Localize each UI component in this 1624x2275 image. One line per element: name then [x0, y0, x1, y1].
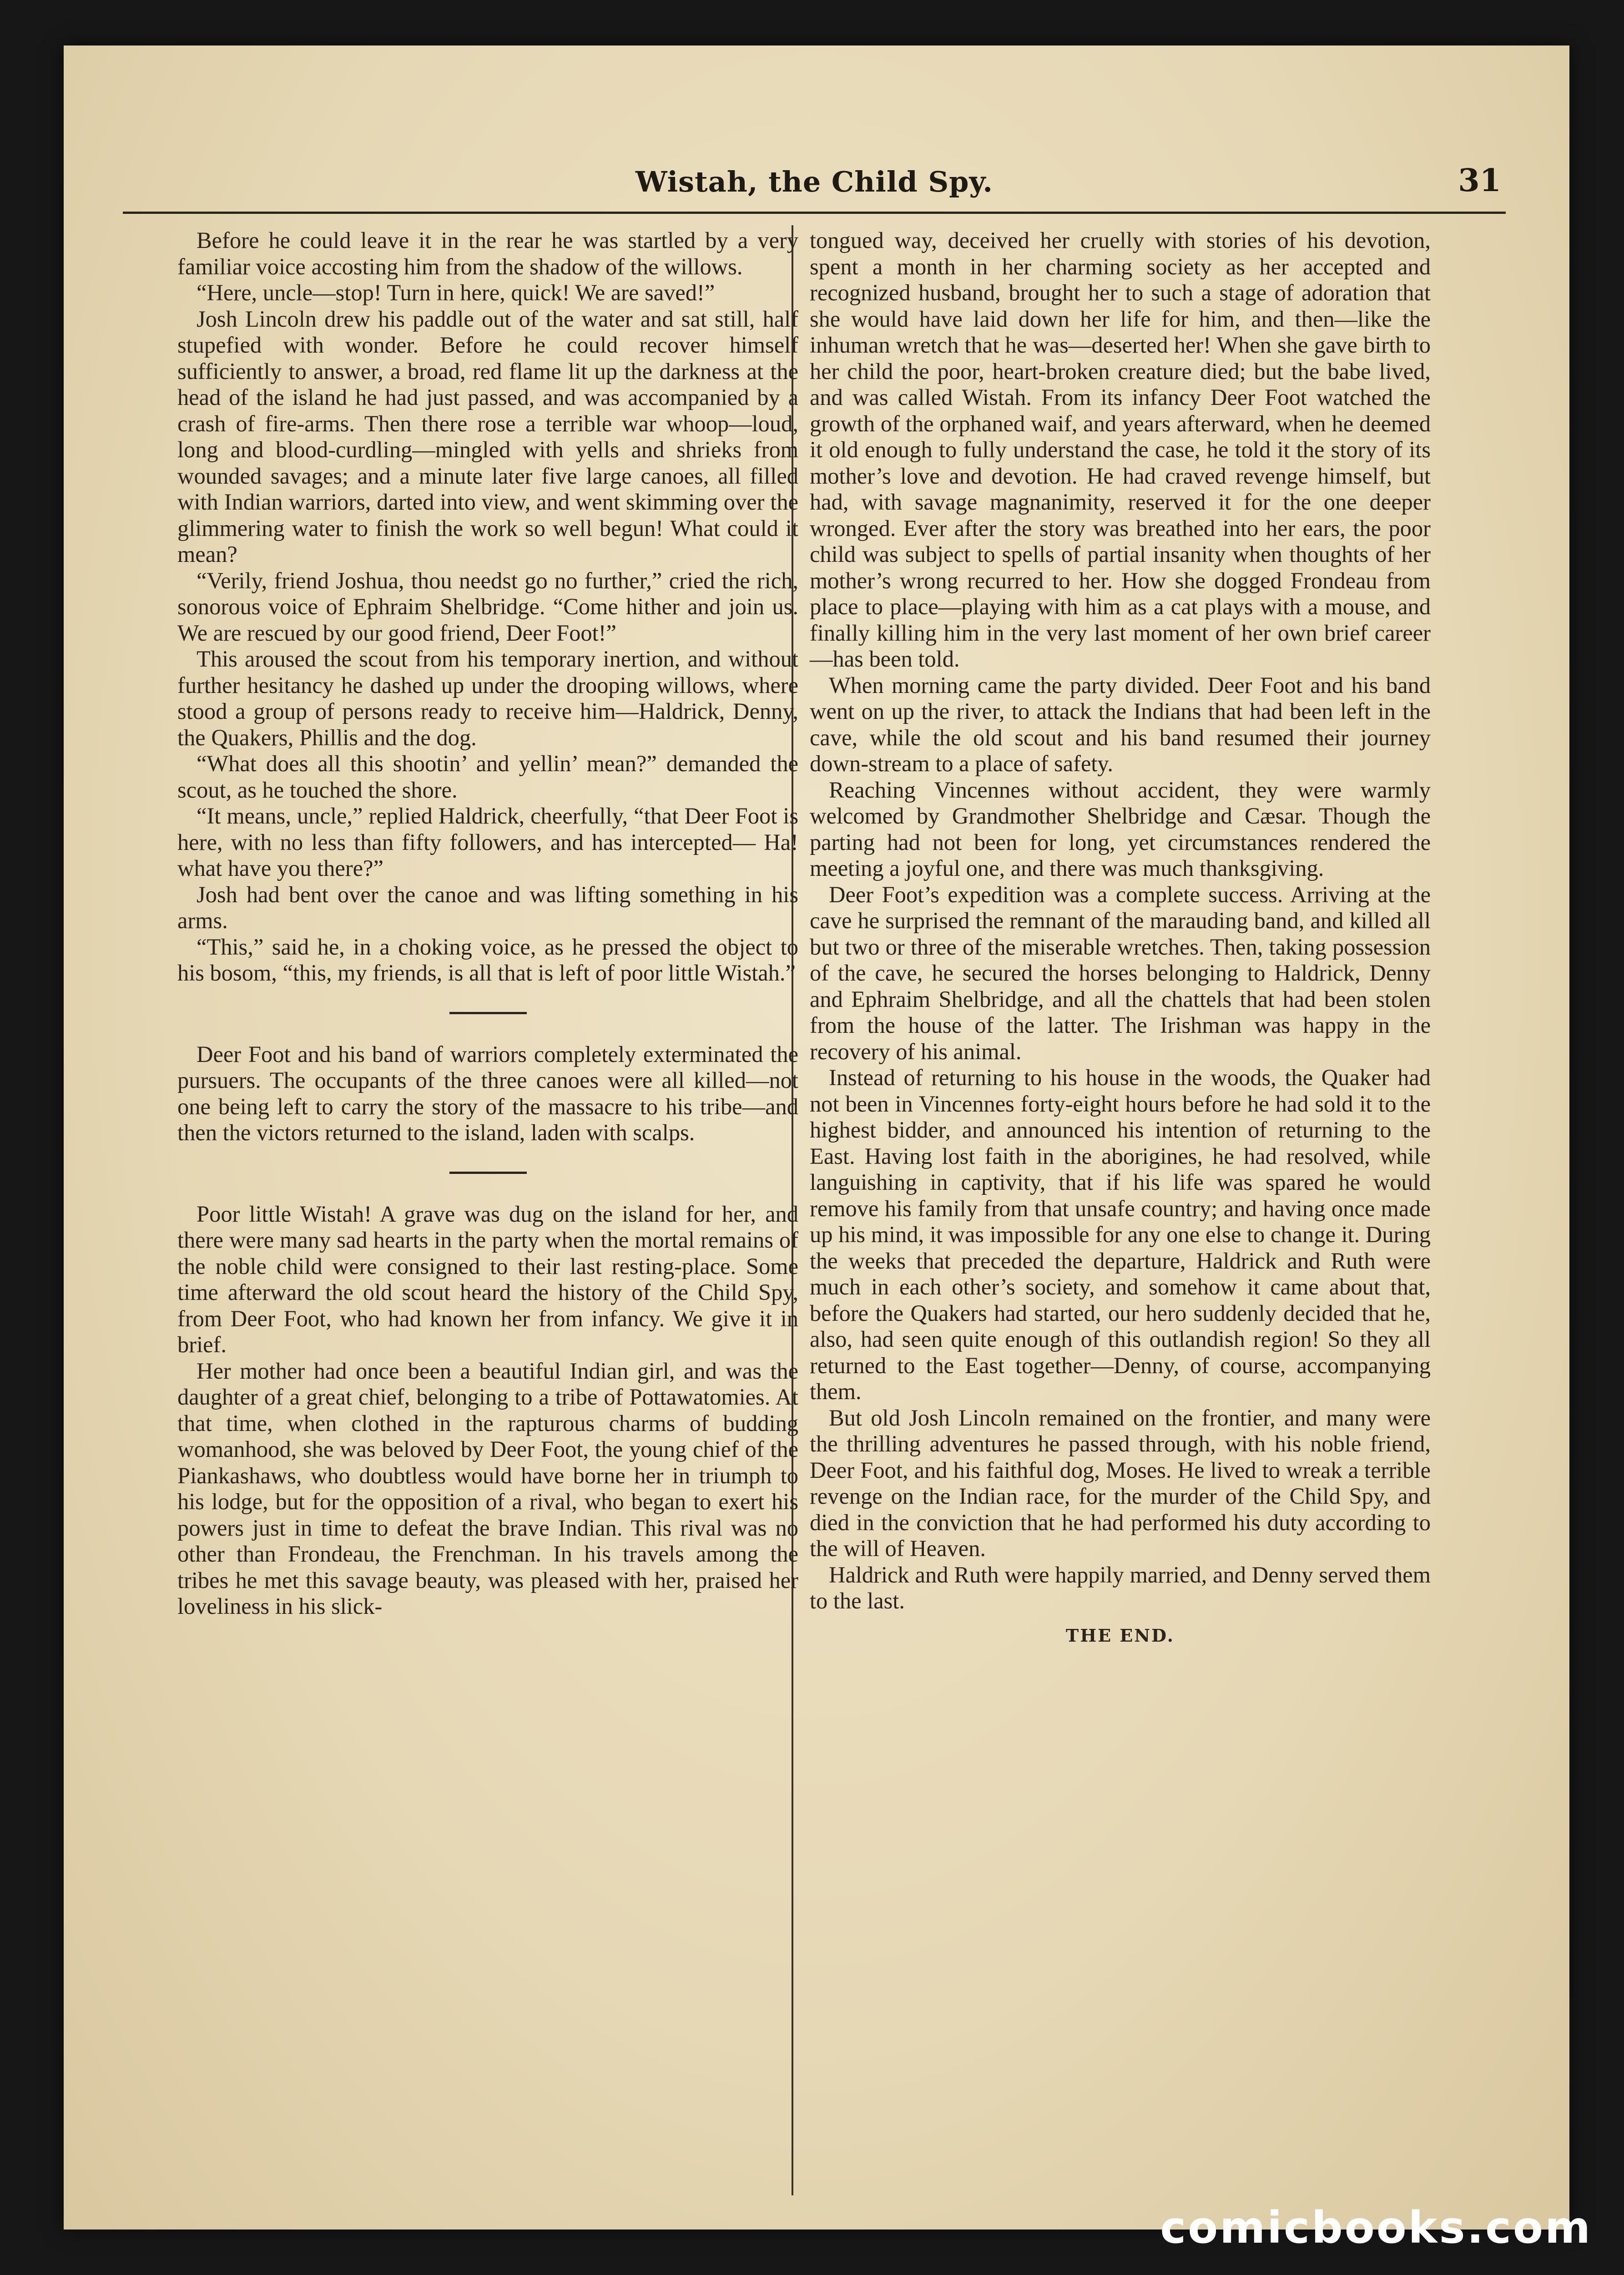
- paragraph: Josh Lincoln drew his paddle out of the water and sat still, half stupefied with wonder. Before he could recover himself sufficiently to answer, a broad, red flame lit up the darkness at the head of the island he had just passed, and was accompanied by a crash of fire-arms. Then there rose a terrible war whoop—loud, long and blood-curdling—mingled with yells and shrieks from wounded savages; and a minute later five large canoes, all filled with Indian warriors, darted into view, and went skimming over the glimmering water to finish the work so well begun! What could it mean?: [177, 306, 798, 567]
- paragraph: Her mother had once been a beautiful Indian girl, and was the daughter of a great chief, belonging to a tribe of Pottawatomies. At that time, when clothed in the rapturous charms of budding womanhood, she was beloved by Deer Foot, the young chief of the Piankashaws, who doubtless would have borne her in triumph to his lodge, but for the opposition of a rival, who began to exert his powers just in time to defeat the brave Indian. This rival was no other than Frondeau, the Frenchman. In his travels among the tribes he met this savage beauty, was pleased with her, praised her loveliness in his slick-: [177, 1358, 798, 1619]
- page-number: 31: [1458, 162, 1501, 199]
- paragraph: Reaching Vincennes without accident, they were warmly welcomed by Grandmother Shelbridge and Cæsar. Though the parting had not been for long, yet circumstances rendered the meeting a joyful one, and there was much thanksgiving.: [810, 777, 1431, 881]
- paragraph: But old Josh Lincoln remained on the frontier, and many were the thrilling adventures he passed through, with his noble friend, Deer Foot, and his faithful dog, Moses. He lived to wreak a terrible revenge on the Indian race, for the murder of the Child Spy, and died in the conviction that he had performed his duty according to the will of Heaven.: [810, 1405, 1431, 1561]
- paragraph: Instead of returning to his house in the woods, the Quaker had not been in Vincennes forty-eight hours before he had sold it to the highest bidder, and announced his intention of returning to the East. Having lost faith in the aborigines, he had resolved, while languishing in captivity, that if his life was spared he would remove his family from that unsafe country; and having once made up his mind, it was impossible for any one else to change it. During the weeks that preceded the departure, Haldrick and Ruth were much in each other’s society, and somehow it came about that, before the Quakers had started, our hero suddenly decided that he, also, had seen quite enough of this outlandish region! So they all returned to the East together—Denny, of course, accompanying them.: [810, 1065, 1431, 1404]
- paragraph: Haldrick and Ruth were happily married, and Denny served them to the last.: [810, 1562, 1431, 1613]
- left-column: [177, 228, 798, 1620]
- paragraph: “What does all this shootin’ and yellin’ mean?” demanded the scout, as he touched the shore.: [177, 751, 798, 803]
- paragraph: “It means, uncle,” replied Haldrick, cheerfully, “that Deer Foot is here, with no less than fifty followers, and has intercepted— Ha! what have you there?”: [177, 803, 798, 881]
- paragraph: “Here, uncle—stop! Turn in here, quick! We are saved!”: [197, 280, 715, 305]
- paragraph: This aroused the scout from his temporary inertion, and without further hesitancy he dashed up under the drooping willows, where stood a group of persons ready to receive him—Haldrick, Denny, the Quakers, Phillis and the dog.: [177, 646, 798, 750]
- paragraph: When morning came the party divided. Deer Foot and his band went on up the river, to attack the Indians that had been left in the cave, while the old scout and his band resumed their journey down-stream to a place of safety.: [810, 672, 1431, 776]
- page-header: [123, 157, 1506, 214]
- paragraph: “Verily, friend Joshua, thou needst go no further,” cried the rich, sonorous voice of Ephraim Shelbridge. “Come hither and join us. We are rescued by our good friend, Deer Foot!”: [177, 567, 798, 646]
- section-separator: [449, 1172, 527, 1174]
- paragraph: Josh had bent over the canoe and was lifting something in his arms.: [177, 881, 798, 933]
- paragraph: tongued way, deceived her cruelly with stories of his devotion, spent a month in her charming society as her accepted and recognized husband, brought her to such a stage of adoration that she would have laid down her life for him, and then—like the inhuman wretch that he was—deserted her! When she gave birth to her child the poor, heart-broken creature died; but the babe lived, and was called Wistah. From its infancy Deer Foot watched the growth of the orphaned waif, and years afterward, when he deemed it old enough to fully understand the case, he told it the story of its mother’s love and devotion. He had craved revenge himself, but had, with savage magnanimity, reserved it for the one deeper wronged. Ever after the story was breathed into her ears, the poor child was subject to spells of partial insanity when thoughts of her mother’s wrong recurred to her. How she dogged Frondeau from place to place—playing with him as a cat plays with a mouse, and finally killing him in the very last moment of her own brief career—has been told.: [810, 228, 1431, 672]
- running-title: Wistah, the Child Spy.: [635, 165, 993, 198]
- right-column: [810, 228, 1431, 1648]
- paragraph: Deer Foot’s expedition was a complete success. Arriving at the cave he surprised the remnant of the marauding band, and killed all but two or three of the miserable wretches. Then, taking possession of the cave, he secured the horses belonging to Haldrick, Denny and Ephraim Shelbridge, and all the chattels that had been stolen from the house of the latter. The Irishman was happy in the recovery of his animal.: [810, 881, 1431, 1064]
- book-page: [64, 46, 1569, 2230]
- paragraph: Poor little Wistah! A grave was dug on the island for her, and there were many sad hearts in the party when the mortal remains of the noble child were consigned to their last resting-place. Some time afterward the old scout heard the history of the Child Spy, from Deer Foot, who had known her from infancy. We give it in brief.: [177, 1201, 798, 1357]
- paragraph: Before he could leave it in the rear he was startled by a very familiar voice accosting him from the shadow of the willows.: [177, 228, 798, 279]
- paragraph: “This,” said he, in a choking voice, as he pressed the object to his bosom, “this, my friends, is all that is left of poor little Wistah.”: [177, 934, 798, 986]
- end-mark: THE END.: [1066, 1625, 1175, 1646]
- watermark: comicbooks.com: [1160, 2202, 1592, 2253]
- section-separator: [449, 1012, 527, 1014]
- paragraph: Deer Foot and his band of warriors completely exterminated the pursuers. The occupants of the three canoes were all killed—not one being left to carry the story of the massacre to his tribe—and then the victors returned to the island, laden with scalps.: [177, 1041, 798, 1145]
